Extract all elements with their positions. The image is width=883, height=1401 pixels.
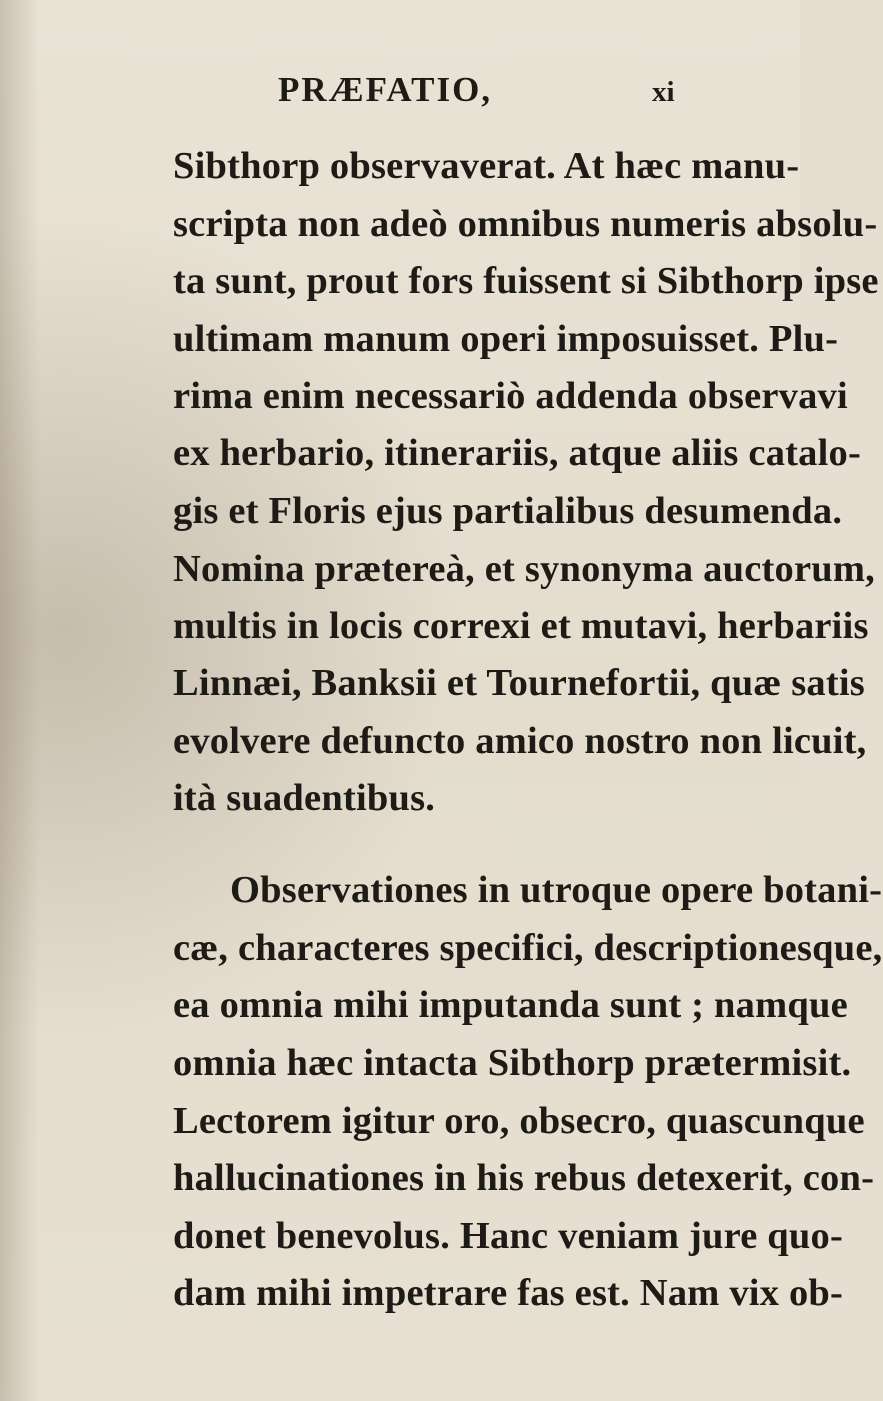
text-line: omnia hæc intacta Sibthorp prætermisit.	[173, 1042, 852, 1084]
text-line: ultimam manum operi imposuisset. Plu-	[173, 318, 839, 360]
text-line: gis et Floris ejus partialibus desumenda.	[173, 490, 843, 532]
text-line: Sibthorp observaverat. At hæc manu-	[173, 145, 800, 187]
text-line: ex herbario, itinerariis, atque aliis catalo-	[173, 432, 861, 474]
text-line: hallucinationes in his rebus detexerit, con-	[173, 1157, 875, 1199]
text-line: multis in locis correxi et mutavi, herbariis	[173, 605, 869, 647]
text-line: dam mihi impetrare fas est. Nam vix ob-	[173, 1272, 844, 1314]
text-line: Nomina prætereà, et synonyma auctorum,	[173, 548, 875, 590]
text-line: Lectorem igitur oro, obsecro, quascunque	[173, 1100, 865, 1142]
text-line: Observationes in utroque opere botani-	[230, 869, 883, 911]
text-line: donet benevolus. Hanc veniam jure quo-	[173, 1215, 843, 1257]
text-line: ea omnia mihi imputanda sunt ; namque	[173, 984, 848, 1026]
text-line: rima enim necessariò addenda observavi	[173, 375, 848, 417]
page-number: xi	[652, 76, 675, 108]
text-line: Linnæi, Banksii et Tournefortii, quæ satis	[173, 662, 865, 704]
text-line: cæ, characteres specifici, descriptionesque,	[173, 927, 883, 969]
text-line: ta sunt, prout fors fuissent si Sibthorp ipse	[173, 260, 879, 302]
text-line: scripta non adeò omnibus numeris absolu-	[173, 203, 878, 245]
text-line: ità suadentibus.	[173, 777, 436, 819]
text-line: evolvere defuncto amico nostro non licuit,	[173, 720, 867, 762]
running-head-title: PRÆFATIO,	[278, 70, 493, 109]
